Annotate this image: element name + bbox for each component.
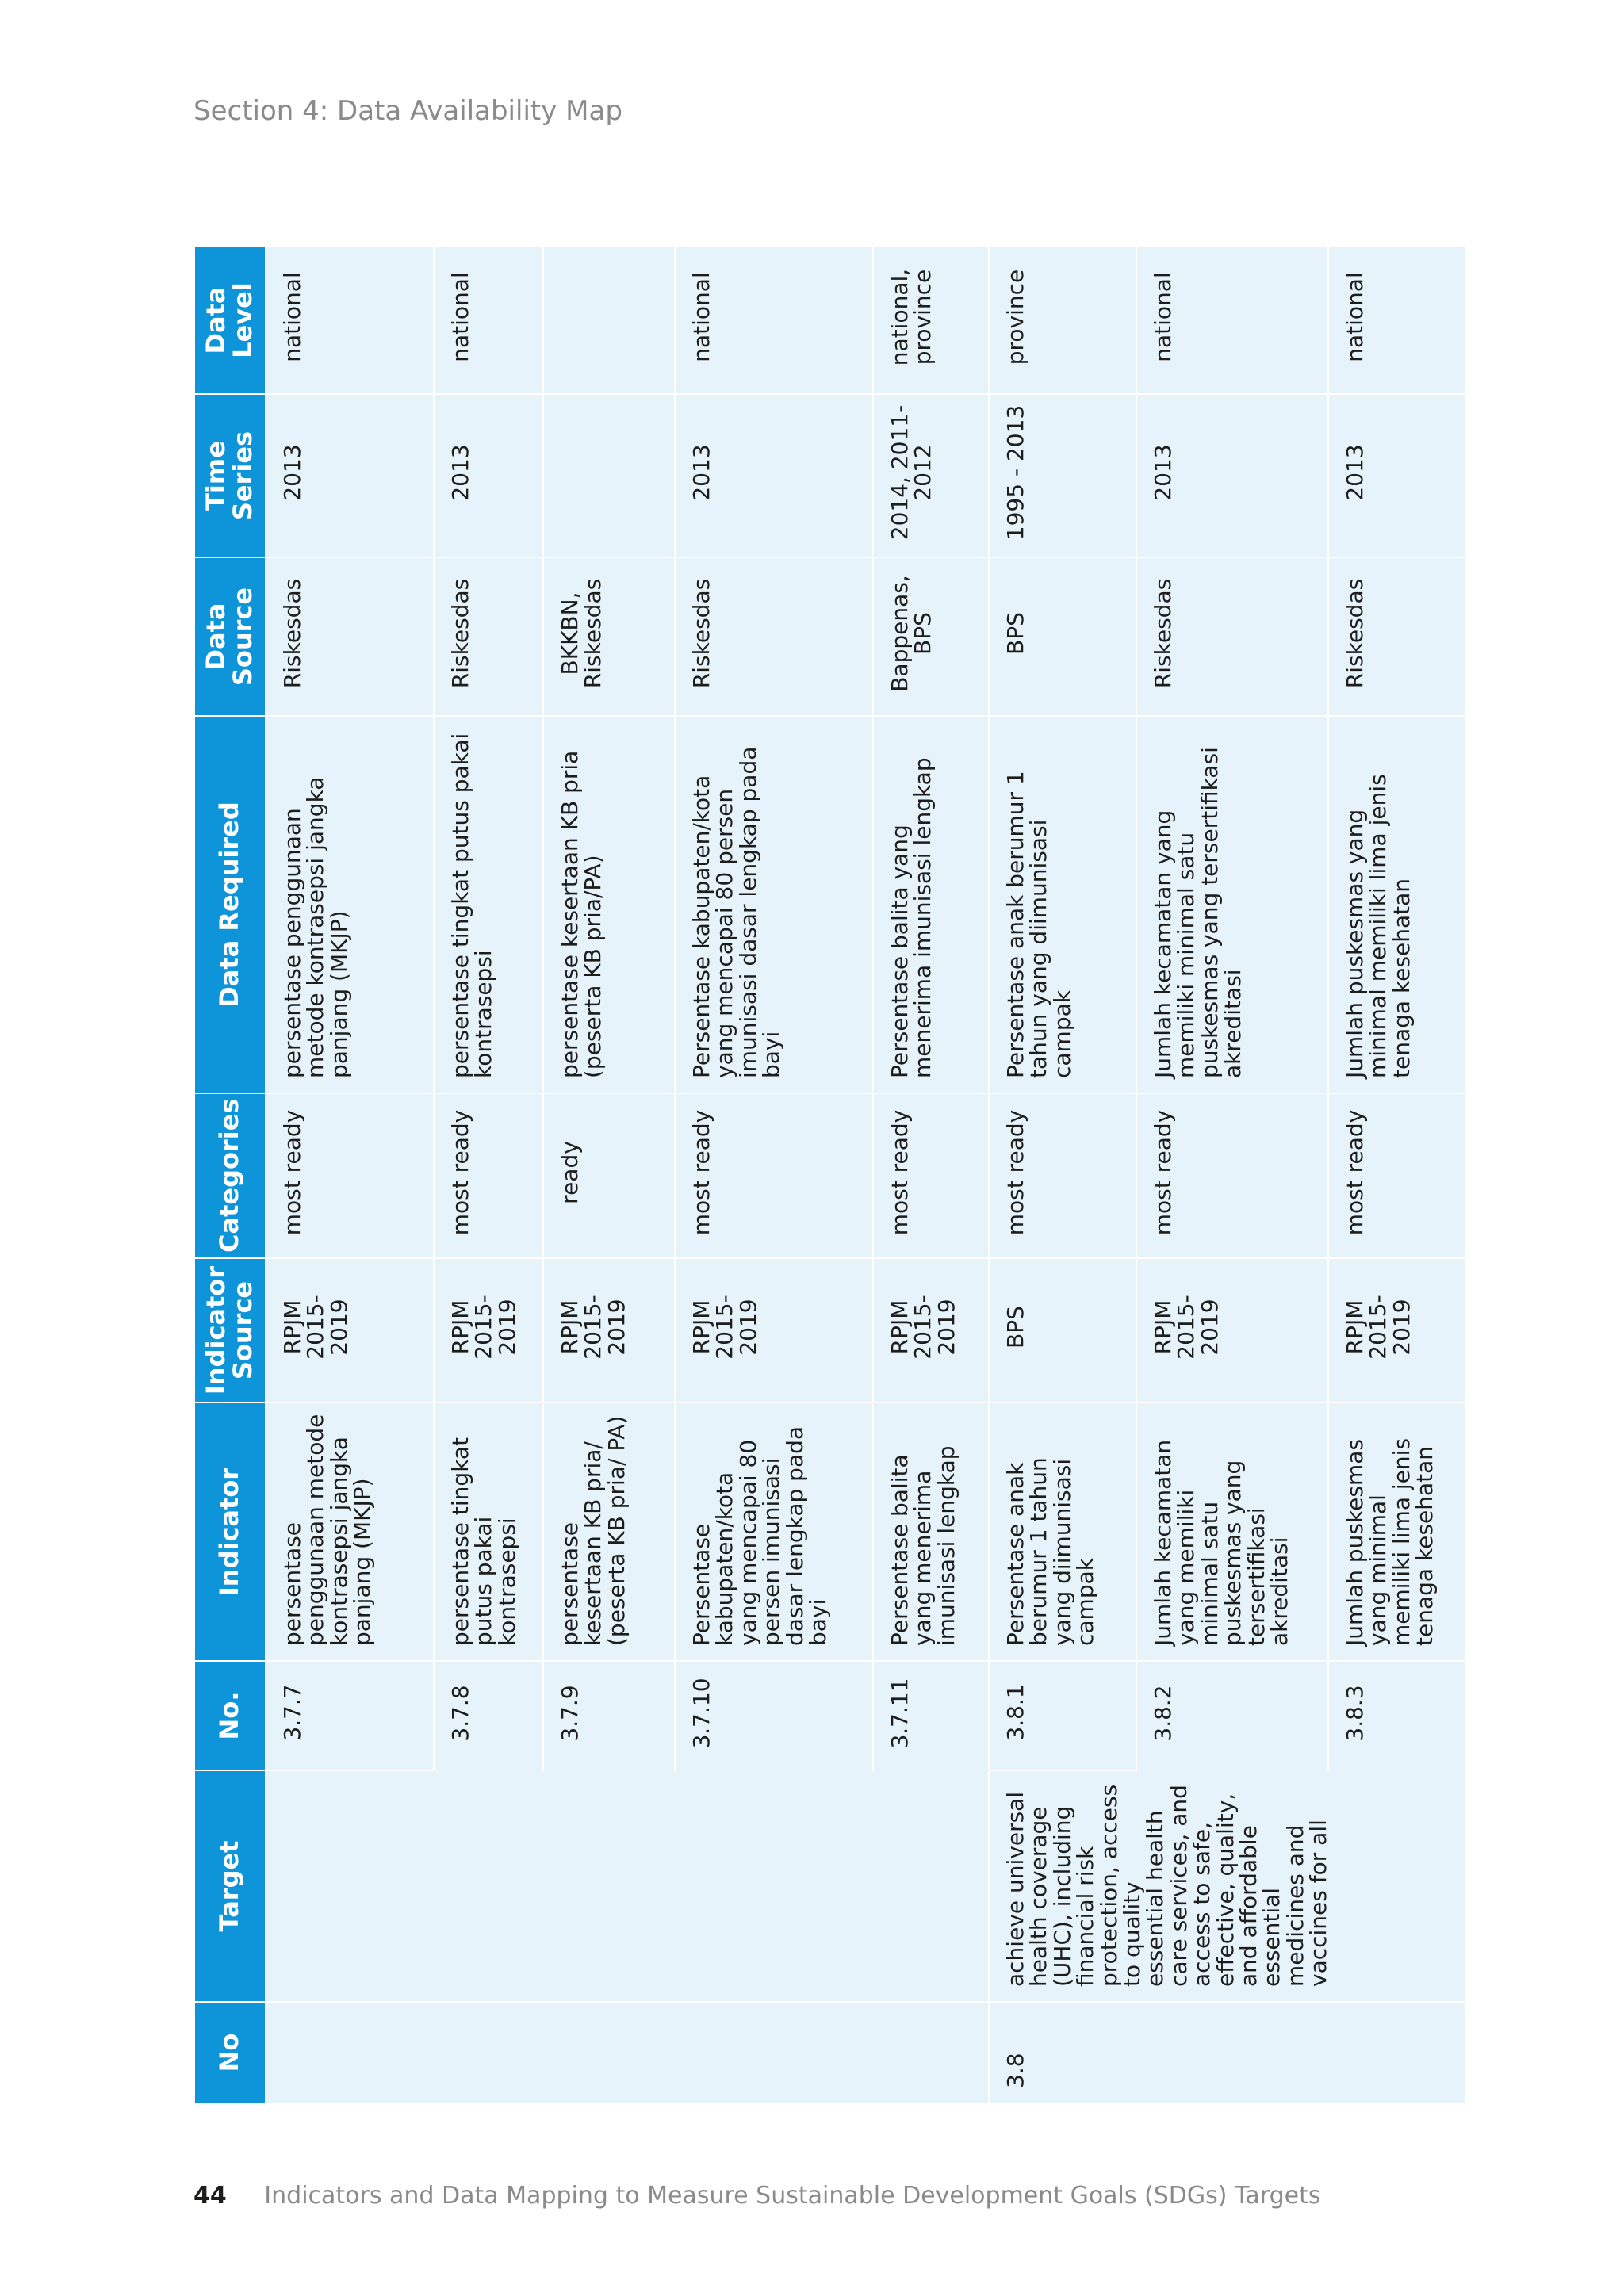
cell-data-required: Persentase balita yang menerima imunisasi lengkap — [872, 717, 988, 1094]
cell-data-required: Jumlah kecamatan yang memiliki minimal satu puskesmas yang tersertifikasi akreditasi — [1136, 717, 1327, 1094]
cell-num: 3.7.8 — [433, 1662, 542, 1771]
cell-data-level: national — [433, 247, 542, 395]
cell-data-source: BKKBN, Riskesdas — [542, 558, 674, 717]
table-row — [265, 247, 433, 2103]
cell-num: 3.8.1 — [988, 1662, 1136, 1771]
section-title: Section 4: Data Availability Map — [193, 95, 622, 127]
cell-indicator-source: RPJM 2015-2019 — [542, 1259, 674, 1403]
table-row — [988, 247, 1136, 2103]
cell-num: 3.7.11 — [872, 1662, 988, 1771]
cell-category: most ready — [433, 1094, 542, 1259]
cell-category: most ready — [1136, 1094, 1327, 1259]
cell-category: most ready — [1327, 1094, 1465, 1259]
col-header-categories: Categories — [195, 1094, 265, 1259]
col-header-indicator: Indicator — [195, 1403, 265, 1662]
cell-time-series: 2013 — [265, 395, 433, 558]
cell-indicator-source: RPJM 2015-2019 — [872, 1259, 988, 1403]
cell-indicator: persentase tingkat putus pakai kontrasepsi — [433, 1403, 542, 1662]
cell-data-source: Riskesdas — [1327, 558, 1465, 717]
cell-category: most ready — [988, 1094, 1136, 1259]
cell-indicator-source: BPS — [988, 1259, 1136, 1403]
cell-num: 3.8.3 — [1327, 1662, 1465, 1771]
cell-indicator-source: RPJM 2015-2019 — [433, 1259, 542, 1403]
cell-data-level: national — [265, 247, 433, 395]
cell-num: 3.8.2 — [1136, 1662, 1327, 1771]
cell-indicator: persentase kesertaan KB pria/ (peserta KB pria/ PA) — [542, 1403, 674, 1662]
cell-indicator: Persentase balita yang menerima imunisasi lengkap — [872, 1403, 988, 1662]
cell-target: achieve universal health coverage (UHC), including financial risk protection, access to quality essential health care services, and access to safe, effective, quality, and affordable essential medicines and vaccines for all — [988, 1771, 1465, 2003]
cell-data-level — [542, 247, 674, 395]
cell-no — [265, 2003, 988, 2103]
cell-num: 3.7.10 — [674, 1662, 872, 1771]
cell-indicator: Persentase kabupaten/kota yang mencapai 80 persen imunisasi dasar lengkap pada bayi — [674, 1403, 872, 1662]
cell-data-source: Riskesdas — [433, 558, 542, 717]
cell-data-source: Riskesdas — [674, 558, 872, 717]
cell-data-source: Riskesdas — [265, 558, 433, 717]
cell-indicator-source: RPJM 2015-2019 — [1136, 1259, 1327, 1403]
footer-text: Indicators and Data Mapping to Measure Sustainable Development Goals (SDGs) Targets — [264, 2182, 1321, 2210]
cell-time-series — [542, 395, 674, 558]
cell-data-required: Persentase anak berumur 1 tahun yang diimunisasi campak — [988, 717, 1136, 1094]
cell-data-source: BPS — [988, 558, 1136, 717]
col-header-data-source: Data Source — [195, 558, 265, 717]
page-number: 44 — [193, 2182, 227, 2210]
cell-time-series: 2013 — [1327, 395, 1465, 558]
cell-data-required: Jumlah puskesmas yang minimal memiliki lima jenis tenaga kesehatan — [1327, 717, 1465, 1094]
cell-category: most ready — [872, 1094, 988, 1259]
cell-indicator: Persentase anak berumur 1 tahun yang diimunisasi campak — [988, 1403, 1136, 1662]
cell-time-series: 1995 - 2013 — [988, 395, 1136, 558]
cell-data-level: province — [988, 247, 1136, 395]
cell-indicator: persentase penggunaan metode kontrasepsi jangka panjang (MKJP) — [265, 1403, 433, 1662]
data-availability-table — [195, 247, 1465, 2103]
cell-time-series: 2013 — [674, 395, 872, 558]
cell-no: 3.8 — [988, 2003, 1465, 2103]
col-header-num: No. — [195, 1662, 265, 1771]
cell-category: ready — [542, 1094, 674, 1259]
col-header-indicator-source: Indicator Source — [195, 1259, 265, 1403]
col-header-target: Target — [195, 1771, 265, 2003]
cell-data-level: national — [1327, 247, 1465, 395]
cell-indicator: Jumlah puskesmas yang minimal memiliki lima jenis tenaga kesehatan — [1327, 1403, 1465, 1662]
cell-category: most ready — [674, 1094, 872, 1259]
cell-category: most ready — [265, 1094, 433, 1259]
cell-target — [265, 1771, 988, 2003]
cell-data-level: national — [674, 247, 872, 395]
col-header-no: No — [195, 2003, 265, 2103]
cell-data-source: Bappenas, BPS — [872, 558, 988, 717]
rotated-table-container — [195, 247, 1465, 2103]
cell-indicator-source: RPJM 2015-2019 — [265, 1259, 433, 1403]
cell-indicator-source: RPJM 2015-2019 — [1327, 1259, 1465, 1403]
table-header-row — [195, 247, 265, 2103]
col-header-data-required: Data Required — [195, 717, 265, 1094]
cell-time-series: 2014, 2011-2012 — [872, 395, 988, 558]
cell-data-level: national — [1136, 247, 1327, 395]
cell-indicator: Jumlah kecamatan yang memiliki minimal satu puskesmas yang tersertifikasi akreditasi — [1136, 1403, 1327, 1662]
cell-num: 3.7.7 — [265, 1662, 433, 1771]
col-header-time-series: Time Series — [195, 395, 265, 558]
cell-indicator-source: RPJM 2015-2019 — [674, 1259, 872, 1403]
cell-data-source: Riskesdas — [1136, 558, 1327, 717]
cell-data-required: persentase kesertaan KB pria (peserta KB pria/PA) — [542, 717, 674, 1094]
cell-time-series: 2013 — [1136, 395, 1327, 558]
cell-data-required: persentase penggunaan metode kontrasepsi jangka panjang (MKJP) — [265, 717, 433, 1094]
cell-time-series: 2013 — [433, 395, 542, 558]
page-footer — [193, 2182, 1320, 2210]
cell-data-required: persentase tingkat putus pakai kontrasepsi — [433, 717, 542, 1094]
col-header-data-level: Data Level — [195, 247, 265, 395]
cell-data-required: Persentase kabupaten/kota yang mencapai 80 persen imunisasi dasar lengkap pada bayi — [674, 717, 872, 1094]
cell-num: 3.7.9 — [542, 1662, 674, 1771]
cell-data-level: national, province — [872, 247, 988, 395]
